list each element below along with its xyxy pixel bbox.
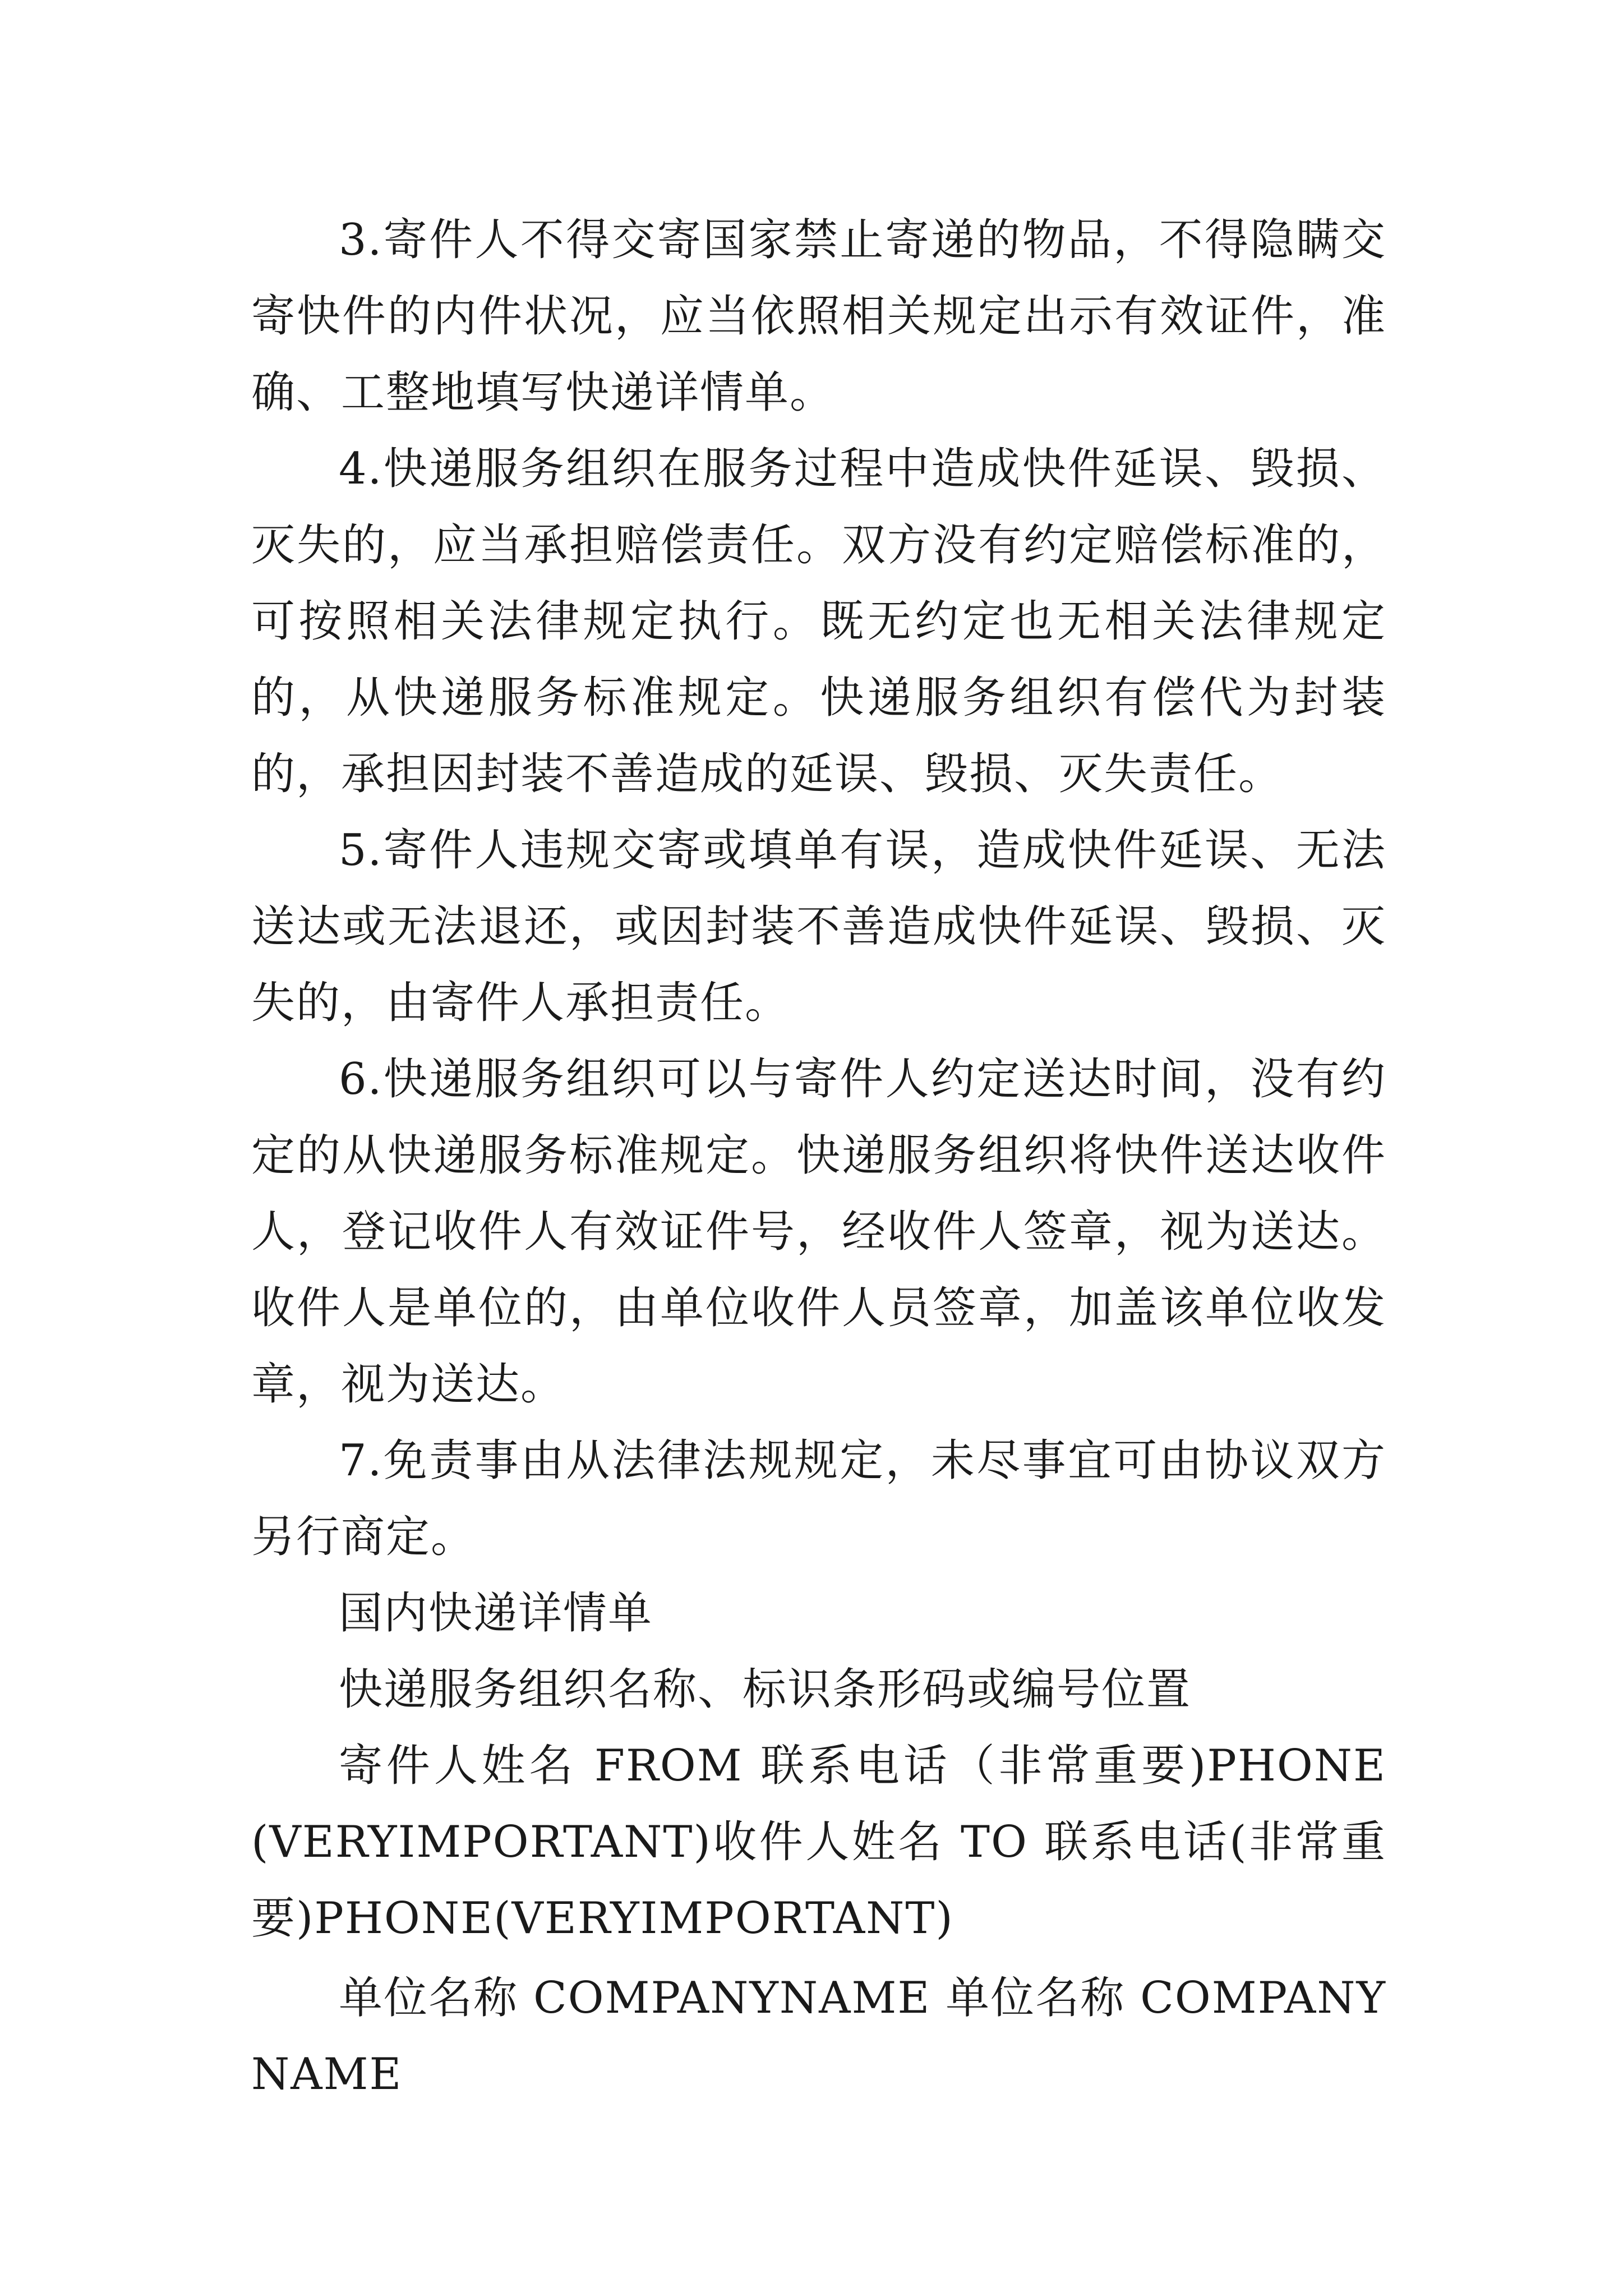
company-barcode-line: 快递服务组织名称、标识条形码或编号位置 xyxy=(339,1664,1192,1715)
clause-5-paragraph: 5.寄件人违规交寄或填单有误，造成快件延误、无法送达或无法退还，或因封装不善造成快件延误、毁损、灭失的，由寄件人承担责任。 xyxy=(251,825,1386,1028)
clause-7-paragraph: 7.免责事由从法律法规规定，未尽事宜可由协议双方另行商定。 xyxy=(251,1435,1386,1562)
company-name-fields: 单位名称 COMPANYNAME 单位名称 COMPANYNAME xyxy=(251,1973,1386,2100)
sender-recipient-fields: 寄件人姓名 FROM 联系电话（非常重要)PHONE(VERYIMPORTANT)收件人姓名 TO 联系电话(非常重要)PHONE(VERYIMPORTANT) xyxy=(251,1741,1386,1944)
form-title: 国内快递详情单 xyxy=(339,1588,653,1639)
document-page xyxy=(251,202,1386,2113)
clause-3-paragraph: 3.寄件人不得交寄国家禁止寄递的物品，不得隐瞒交寄快件的内件状况，应当依照相关规定出示有效证件，准确、工整地填写快递详情单。 xyxy=(251,215,1386,418)
clause-6-paragraph: 6.快递服务组织可以与寄件人约定送达时间，没有约定的从快递服务标准规定。快递服务组织将快件送达收件人，登记收件人有效证件号，经收件人签章，视为送达。收件人是单位的，由单位收件人员签章，加盖该单位收发章，视为送达。 xyxy=(251,1054,1386,1410)
clause-4-paragraph: 4.快递服务组织在服务过程中造成快件延误、毁损、灭失的，应当承担赔偿责任。双方没有约定赔偿标准的，可按照相关法律规定执行。既无约定也无相关法律规定的，从快递服务标准规定。快递服务组织有偿代为封装的，承担因封装不善造成的延误、毁损、灭失责任。 xyxy=(251,444,1386,799)
